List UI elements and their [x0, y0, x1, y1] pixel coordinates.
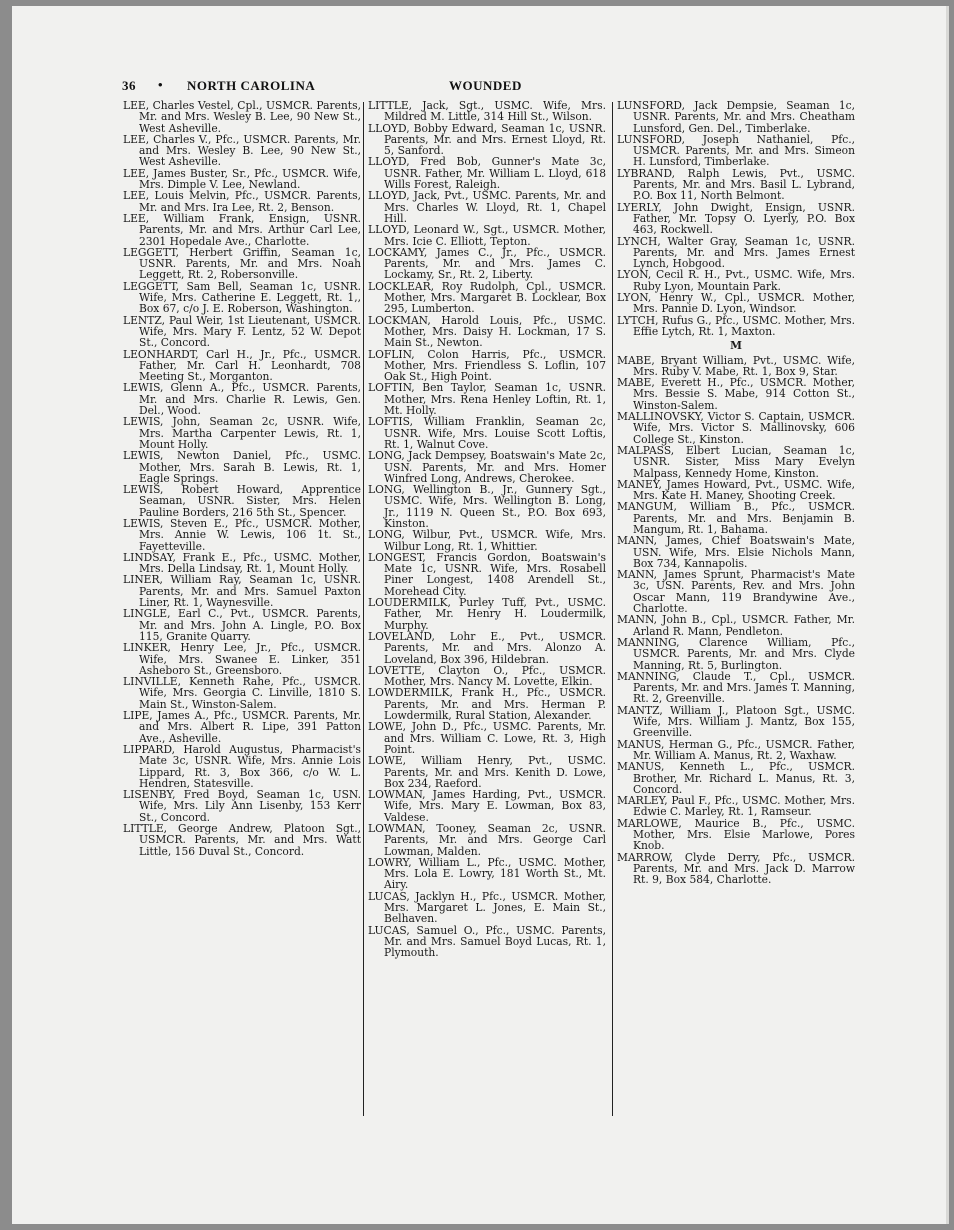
casualty-entry: LOCKLEAR, Roy Rudolph, Cpl., USMCR. Mother, Mrs. Margaret B. Locklear, Box 295, Lumberton. — [368, 279, 606, 316]
casualty-entry: LYERLY, John Dwight, Ensign, USNR. Father, Mr. Topsy O. Lyerly, P.O. Box 463, Rockwell. — [617, 200, 855, 237]
casualty-entry: LOVELAND, Lohr E., Pvt., USMCR. Parents, Mr. and Mrs. Alonzo A. Loveland, Box 396, Hildebran. — [368, 629, 606, 666]
column-3 — [617, 100, 855, 885]
casualty-entry: LYBRAND, Ralph Lewis, Pvt., USMC. Parents, Mr. and Mrs. Basil L. Lybrand, P.O. Box 11, North Belmont. — [617, 166, 855, 203]
casualty-entry: LOVETTE, Clayton O., Pfc., USMCR. Mother, Mrs. Nancy M. Lovette, Elkin. — [368, 663, 606, 689]
casualty-entry: LITTLE, George Andrew, Platoon Sgt., USMCR. Parents, Mr. and Mrs. Watt Little, 156 Duval St., Concord. — [123, 822, 361, 858]
casualty-entry: LITTLE, Jack, Sgt., USMC. Wife, Mrs. Mildred M. Little, 314 Hill St., Wilson. — [368, 99, 606, 124]
casualty-entry: LUNSFORD, Joseph Nathaniel, Pfc., USMCR. Parents, Mr. and Mrs. Simeon H. Lunsford, Timberlake. — [617, 132, 855, 169]
casualty-entry: MALPASS, Elbert Lucian, Seaman 1c, USNR. Sister, Miss Mary Evelyn Malpass, Kennedy Home, Kinston. — [617, 443, 855, 480]
casualty-entry: LISENBY, Fred Boyd, Seaman 1c, USN. Wife, Mrs. Lily Ann Lisenby, 153 Kerr St., Concord. — [123, 788, 361, 824]
casualty-entry: LOCKMAN, Harold Louis, Pfc., USMC. Mother, Mrs. Daisy H. Lockman, 17 S. Main St., Newton. — [368, 313, 606, 350]
casualty-entry: LLOYD, Leonard W., Sgt., USMCR. Mother, Mrs. Icie C. Elliott, Tepton. — [368, 223, 606, 248]
casualty-entry: LINVILLE, Kenneth Rahe, Pfc., USMCR. Wife, Mrs. Georgia C. Linville, 1810 S. Main St., Winston-Salem. — [123, 675, 361, 711]
casualty-entry: MANN, James Sprunt, Pharmacist's Mate 3c, USN. Parents, Rev. and Mrs. John Oscar Mann, 119 Brandywine Ave., Charlotte. — [617, 568, 855, 616]
casualty-entry: MANGUM, William B., Pfc., USMCR. Parents, Mr. and Mrs. Benjamin B. Mangum, Rt. 1, Bahama. — [617, 500, 855, 536]
casualty-entry: LUCAS, Jacklyn H., Pfc., USMCR. Mother, Mrs. Margaret L. Jones, E. Main St., Belhaven. — [368, 889, 606, 926]
casualty-entry: LOFLIN, Colon Harris, Pfc., USMCR. Mother, Mrs. Friendless S. Loflin, 107 Oak St., High Point. — [368, 347, 606, 384]
casualty-entry: LYON, Cecil R. H., Pvt., USMC. Wife, Mrs. Ruby Lyon, Mountain Park. — [617, 268, 855, 293]
casualty-entry: LLOYD, Fred Bob, Gunner's Mate 3c, USNR. Father, Mr. William L. Lloyd, 618 Wills Forest, Raleigh. — [368, 155, 606, 192]
casualty-entry: MANEY, James Howard, Pvt., USMC. Wife, Mrs. Kate H. Maney, Shooting Creek. — [617, 477, 855, 503]
casualty-entry: LOCKAMY, James C., Jr., Pfc., USMCR. Parents, Mr. and Mrs. James C. Lockamy, Sr., Rt. 2, Liberty. — [368, 245, 606, 282]
state-name: NORTH CAROLINA — [187, 78, 316, 93]
casualty-entry: LINER, William Ray, Seaman 1c, USNR. Parents, Mr. and Mrs. Samuel Paxton Liner, Rt. 1, Waynesville. — [123, 573, 361, 610]
casualty-entry: LONG, Jack Dempsey, Boatswain's Mate 2c, USN. Parents, Mr. and Mrs. Homer Winfred Long, Andrews, Cherokee. — [368, 449, 606, 485]
casualty-entry: LIPE, James A., Pfc., USMCR. Parents, Mr. and Mrs. Albert R. Lipe, 391 Patton Ave., Asheville. — [123, 709, 361, 745]
casualty-entry: MANTZ, William J., Platoon Sgt., USMC. Wife, Mrs. William J. Mantz, Box 155, Greenville. — [617, 703, 855, 740]
document-page — [12, 6, 949, 1224]
column-2 — [368, 100, 606, 959]
casualty-entry: MANN, James, Chief Boatswain's Mate, USN. Wife, Mrs. Elsie Nichols Mann, Box 734, Kannapolis. — [617, 534, 855, 570]
casualty-entry: LEE, Louis Melvin, Pfc., USMCR. Parents, Mr. and Mrs. Ira Lee, Rt. 2, Benson. — [123, 189, 361, 214]
page-number: 36 — [122, 78, 136, 93]
casualty-entry: MARLOWE, Maurice B., Pfc., USMC. Mother, Mrs. Elsie Marlowe, Pores Knob. — [617, 816, 855, 853]
casualty-entry: LINKER, Henry Lee, Jr., Pfc., USMCR. Wife, Mrs. Swanee E. Linker, 351 Asheboro St., Greensboro. — [123, 641, 361, 677]
casualty-entry: LOWDERMILK, Frank H., Pfc., USMCR. Parents, Mr. and Mrs. Herman P. Lowdermilk, Rural Station, Alexander. — [368, 686, 606, 723]
casualty-entry: LOWE, John D., Pfc., USMC. Parents, Mr. and Mrs. William C. Lowe, Rt. 3, High Point. — [368, 720, 606, 756]
casualty-entry: LUNSFORD, Jack Dempsie, Seaman 1c, USNR. Parents, Mr. and Mrs. Cheatham Lunsford, Gen. Del., Timberlake. — [617, 99, 855, 135]
casualty-entry: LENTZ, Paul Weir, 1st Lieutenant, USMCR. Wife, Mrs. Mary F. Lentz, 52 W. Depot St., Concord. — [123, 313, 361, 350]
casualty-entry: LINDSAY, Frank E., Pfc., USMC. Mother, Mrs. Della Lindsay, Rt. 1, Mount Holly. — [123, 550, 361, 576]
casualty-entry: MALLINOVSKY, Victor S. Captain, USMCR. Wife, Mrs. Victor S. Mallinovsky, 606 College St., Kinston. — [617, 410, 855, 446]
casualty-entry: LOWE, William Henry, Pvt., USMC. Parents, Mr. and Mrs. Kenith D. Lowe, Box 234, Raeford. — [368, 754, 606, 790]
casualty-entry: LEWIS, Steven E., Pfc., USMCR. Mother, Mrs. Annie W. Lewis, 106 1t. St., Fayetteville. — [123, 516, 361, 553]
casualty-entry: LONGEST, Francis Gordon, Boatswain's Mate 1c, USNR. Wife, Mrs. Rosabell Piner Longest, 1408 Arendell St., Morehead City. — [368, 550, 606, 598]
casualty-entry: LYNCH, Walter Gray, Seaman 1c, USNR. Parents, Mr. and Mrs. James Ernest Lynch, Hobgood. — [617, 234, 855, 271]
casualty-entry: MARLEY, Paul F., Pfc., USMC. Mother, Mrs. Edwie C. Marley, Rt. 1, Ramseur. — [617, 794, 855, 819]
casualty-entry: LEWIS, Glenn A., Pfc., USMCR. Parents, Mr. and Mrs. Charlie R. Lewis, Gen. Del., Wood. — [123, 381, 361, 418]
column-divider — [363, 102, 364, 1116]
page-header — [12, 78, 946, 94]
casualty-entry: LOUDERMILK, Purley Tuff, Pvt., USMC. Father, Mr. Henry H. Loudermilk, Murphy. — [368, 596, 606, 632]
column-1 — [123, 100, 361, 857]
casualty-entry: MANUS, Herman G., Pfc., USMCR. Father, Mr. William A. Manus, Rt. 2, Waxhaw. — [617, 737, 855, 762]
casualty-entry: LYTCH, Rufus G., Pfc., USMC. Mother, Mrs. Effie Lytch, Rt. 1, Maxton. — [617, 313, 855, 338]
casualty-entry: LEE, Charles V., Pfc., USMCR. Parents, Mr. and Mrs. Wesley B. Lee, 90 New St., West Asheville. — [123, 132, 361, 169]
casualty-entry: LIPPARD, Harold Augustus, Pharmacist's Mate 3c, USNR. Wife, Mrs. Annie Lois Lippard, Rt. 3, Box 366, c/o W. L. Hendren, Statesville. — [123, 742, 361, 790]
column-divider — [612, 102, 613, 1116]
casualty-entry: LEWIS, Robert Howard, Apprentice Seaman, USNR. Sister, Mrs. Helen Pauline Borders, 216 5th St., Spencer. — [123, 483, 361, 519]
casualty-entry: LLOYD, Jack, Pvt., USMC. Parents, Mr. and Mrs. Charles W. Lloyd, Rt. 1, Chapel Hill. — [368, 189, 606, 225]
casualty-entry: LEONHARDT, Carl H., Jr., Pfc., USMCR. Father, Mr. Carl H. Leonhardt, 708 Meeting St., Morganton. — [123, 347, 361, 384]
casualty-entry: LOFTIS, William Franklin, Seaman 2c, USNR. Wife, Mrs. Louise Scott Loftis, Rt. 1, Walnut Cove. — [368, 415, 606, 451]
casualty-entry: LEWIS, Newton Daniel, Pfc., USMC. Mother, Mrs. Sarah B. Lewis, Rt. 1, Eagle Springs. — [123, 449, 361, 485]
casualty-entry: LONG, Wellington B., Jr., Gunnery Sgt., USMC. Wife, Mrs. Wellington B. Long, Jr., 1119 N. Queen St., P.O. Box 693, Kinston. — [368, 483, 606, 530]
casualty-entry: MANNING, Clarence William, Pfc., USMCR. Parents, Mr. and Mrs. Clyde Manning, Rt. 5, Burlington. — [617, 635, 855, 672]
column-3-m-entries — [617, 355, 855, 886]
casualty-entry: LEE, William Frank, Ensign, USNR. Parents, Mr. and Mrs. Arthur Carl Lee, 2301 Hopedale Ave., Charlotte. — [123, 211, 361, 248]
casualty-entry: LOWMAN, Tooney, Seaman 2c, USNR. Parents, Mr. and Mrs. George Carl Lowman, Malden. — [368, 822, 606, 858]
casualty-entry: LEGGETT, Herbert Griffin, Seaman 1c, USNR. Parents, Mr. and Mrs. Noah Leggett, Rt. 2, Robersonville. — [123, 245, 361, 282]
casualty-entry: LEWIS, John, Seaman 2c, USNR. Wife, Mrs. Martha Carpenter Lewis, Rt. 1, Mount Holly. — [123, 415, 361, 451]
casualty-entry: LOWMAN, James Harding, Pvt., USMCR. Wife, Mrs. Mary E. Lowman, Box 83, Valdese. — [368, 788, 606, 824]
casualty-entry: MANUS, Kenneth L., Pfc., USMCR. Brother, Mr. Richard L. Manus, Rt. 3, Concord. — [617, 760, 855, 796]
casualty-entry: MARROW, Clyde Derry, Pfc., USMCR. Parents, Mr. and Mrs. Jack D. Marrow Rt. 9, Box 584, Charlotte. — [617, 850, 855, 887]
section-letter-m: M — [730, 339, 742, 353]
casualty-entry: MANNING, Claude T., Cpl., USMCR. Parents, Mr. and Mrs. James T. Manning, Rt. 2, Greenville. — [617, 669, 855, 706]
casualty-entry: LOFTIN, Ben Taylor, Seaman 1c, USNR. Mother, Mrs. Rena Henley Loftin, Rt. 1, Mt. Holly. — [368, 381, 606, 418]
header-bullet: • — [158, 77, 164, 92]
casualty-entry: LINGLE, Earl C., Pvt., USMCR. Parents, Mr. and Mrs. John A. Lingle, P.O. Box 115, Granite Quarry. — [123, 607, 361, 643]
casualty-entry: MABE, Everett H., Pfc., USMCR. Mother, Mrs. Bessie S. Mabe, 914 Cotton St., Winston-Salem. — [617, 376, 855, 412]
casualty-entry: LEE, Charles Vestel, Cpl., USMCR. Parents, Mr. and Mrs. Wesley B. Lee, 90 New St., West Asheville. — [123, 99, 361, 135]
casualty-entry: LLOYD, Bobby Edward, Seaman 1c, USNR. Parents, Mr. and Mrs. Ernest Lloyd, Rt. 5, Sanford. — [368, 121, 606, 158]
casualty-entry: LOWRY, William L., Pfc., USMC. Mother, Mrs. Lola E. Lowry, 181 Worth St., Mt. Airy. — [368, 855, 606, 892]
casualty-entry: LEGGETT, Sam Bell, Seaman 1c, USNR. Wife, Mrs. Catherine E. Leggett, Rt. 1,, Box 67, c/o J. E. Roberson, Washington. — [123, 279, 361, 316]
casualty-entry: LONG, Wilbur, Pvt., USMCR. Wife, Mrs. Wilbur Long, Rt. 1, Whittier. — [368, 528, 606, 553]
casualty-entry: LYON, Henry W., Cpl., USMCR. Mother, Mrs. Pannie D. Lyon, Windsor. — [617, 291, 855, 316]
column-3-l-entries — [617, 100, 855, 337]
page-title: WOUNDED — [449, 78, 522, 93]
casualty-entry: MANN, John B., Cpl., USMCR. Father, Mr. Arland R. Mann, Pendleton. — [617, 613, 855, 638]
casualty-entry: LEE, James Buster, Sr., Pfc., USMCR. Wife, Mrs. Dimple V. Lee, Newland. — [123, 166, 361, 192]
casualty-entry: LUCAS, Samuel O., Pfc., USMC. Parents, Mr. and Mrs. Samuel Boyd Lucas, Rt. 1, Plymouth. — [368, 923, 606, 960]
casualty-entry: MABE, Bryant William, Pvt., USMC. Wife, Mrs. Ruby V. Mabe, Rt. 1, Box 9, Star. — [617, 353, 855, 378]
